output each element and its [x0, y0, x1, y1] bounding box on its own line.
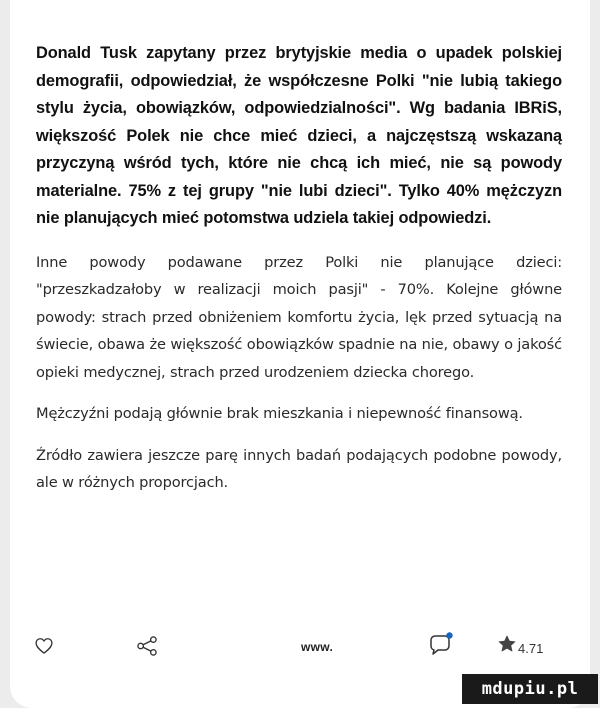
action-bar	[10, 632, 590, 672]
post-paragraph-source: Źródło zawiera jeszcze parę innych badań podających podobne powody, ale w różnych proporcjach.	[36, 446, 562, 491]
post-lead-text: Donald Tusk zapytany przez brytyjskie media o upadek polskiej demografii, odpowiedział, że współczesne Polki "nie lubią takiego stylu życia, obowiązków, odpowiedzialności". Wg badania IBRiS, większość Polek nie chce mieć dzieci, a najczęstszą wskazaną przyczyną wśród tych, które nie chcą ich mieć, nie są powody materialne. 75% z tej grupy "nie lubi dzieci". Tylko 40% mężczyzn nie planujących mieć potomstwa udziela takiej odpowiedzi.	[36, 44, 562, 227]
notification-dot	[446, 632, 452, 638]
watermark-logo: mdupiu.pl	[462, 674, 598, 704]
post-card	[10, 0, 590, 708]
share-icon[interactable]	[136, 636, 158, 656]
favorite-count: 4.71	[518, 641, 544, 656]
source-link[interactable]: www.	[301, 640, 334, 654]
post-paragraph-reasons: Inne powody podawane przez Polki nie planujące dzieci: "przeszkadzałoby w realizacji moich pasji" - 70%. Kolejne główne powody: strach przed obniżeniem komfortu życia, lęk przed sytuacją na świecie, obawa że większość obowiązków spadnie na nie, obawy o jakość opieki medycznej, strach przed urodzeniem dziecka chorego.	[36, 253, 562, 381]
post-paragraph-men: Mężczyźni podają głównie brak mieszkania i niepewność finansową.	[36, 405, 523, 422]
star-icon[interactable]	[497, 634, 517, 654]
comment-icon[interactable]	[427, 632, 453, 658]
heart-icon[interactable]	[34, 636, 54, 656]
